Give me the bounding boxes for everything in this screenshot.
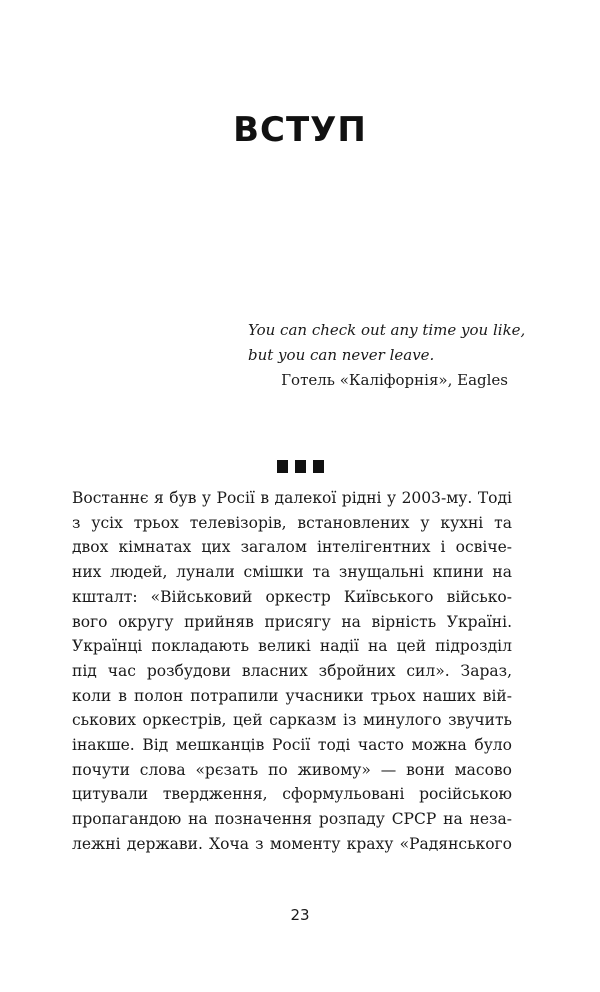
- body-line: Востаннє я був у Росії в далекої рідні у 2003-му. Тоді: [72, 489, 512, 507]
- page-number: 23: [290, 906, 310, 924]
- body-text: [72, 486, 512, 857]
- body-line: коли в полон потрапили учасники трьох наших вій-: [72, 686, 512, 705]
- epigraph-line: You can check out any time you like,: [248, 321, 526, 339]
- separator-square: [277, 460, 288, 473]
- body-line: кшталт: «Військовий оркестр Київського військо-: [72, 587, 512, 606]
- body-line: них людей, лунали смішки та знущальні кпини на: [72, 563, 512, 582]
- section-separator: [0, 460, 600, 473]
- body-line: ськових оркестрів, цей сарказм із минулого звучить: [72, 711, 512, 730]
- epigraph: [248, 318, 526, 393]
- body-line: лежні держави. Хоча з моменту краху «Радянського: [72, 834, 512, 853]
- body-line: інакше. Від мешканців Росії тоді часто можна було: [72, 736, 512, 755]
- body-line: почути слова «рєзать по живому» — вони масово: [72, 760, 512, 779]
- body-line: з усіх трьох телевізорів, встановлених у кухні та: [72, 513, 512, 532]
- body-line: під час розбудови власних збройних сил». Зараз,: [72, 661, 512, 680]
- body-line: двох кімнатах цих загалом інтелігентних і освіче-: [72, 538, 512, 557]
- body-line: цитували твердження, сформульовані російською: [72, 785, 512, 804]
- separator-square: [295, 460, 306, 473]
- body-line: пропагандою на позначення розпаду СРСР на неза-: [72, 810, 512, 829]
- epigraph-line: but you can never leave.: [248, 346, 435, 364]
- body-line: Українці покладають великі надії на цей підрозділ: [72, 637, 512, 656]
- separator-square: [313, 460, 324, 473]
- epigraph-source: Готель «Каліфорнія», Eagles: [281, 371, 508, 389]
- body-line: вого округу прийняв присягу на вірність Україні.: [72, 612, 512, 631]
- chapter-title: ВСТУП: [233, 110, 367, 150]
